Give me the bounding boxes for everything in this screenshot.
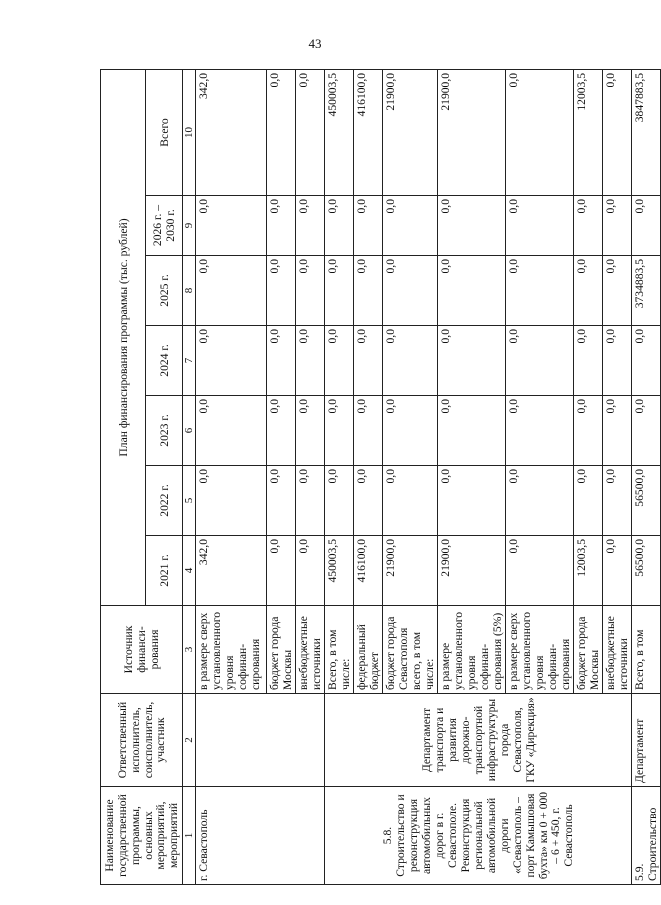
value-cell: 0,0 (438, 196, 506, 256)
value-cell: 3847883,5 (631, 69, 660, 195)
value-cell: 0,0 (506, 69, 574, 195)
value-cell: 416100,0 (354, 69, 383, 195)
value-cell: 21900,0 (438, 536, 506, 606)
col-number: 9 (183, 196, 196, 256)
value-cell: 416100,0 (354, 536, 383, 606)
value-cell: 0,0 (383, 466, 438, 536)
value-cell: 0,0 (267, 466, 296, 536)
value-cell: 0,0 (602, 396, 631, 466)
value-cell: 0,0 (267, 256, 296, 326)
value-cell: 0,0 (602, 466, 631, 536)
value-cell: 0,0 (325, 256, 354, 326)
source-cell: в размере сверх установленного уровня софинан-сирования (506, 606, 574, 694)
value-cell: 0,0 (296, 396, 325, 466)
source-cell: бюджет города Москвы (267, 606, 296, 694)
value-cell: 21900,0 (383, 536, 438, 606)
financing-table-rotated (100, 70, 659, 885)
value-cell: 0,0 (573, 196, 602, 256)
value-cell: 21900,0 (438, 69, 506, 195)
value-cell: 0,0 (631, 396, 660, 466)
source-cell: внебюджетные источники (602, 606, 631, 694)
value-cell: 0,0 (506, 326, 574, 396)
table-row (196, 69, 267, 884)
source-cell: внебюджетные источники (296, 606, 325, 694)
value-cell: 0,0 (631, 326, 660, 396)
year-2026-2030: 2026 г. – 2030 г. (146, 196, 183, 256)
col-number: 3 (183, 606, 196, 694)
value-cell: 0,0 (438, 396, 506, 466)
value-cell: 0,0 (267, 536, 296, 606)
value-cell: 0,0 (325, 196, 354, 256)
value-cell: 0,0 (506, 256, 574, 326)
program-name-cell: 5.8. Строительство и реконструкция автомобильных дорог в г. Севастополе. Реконструкция региональной автомобильной дороги «Севастополь – порт Камышовая бухта» км 0 + 000 – 6 + 450, г. Севастополь (325, 787, 632, 885)
value-cell: 12003,5 (573, 536, 602, 606)
value-cell: 0,0 (267, 196, 296, 256)
value-cell: 0,0 (506, 536, 574, 606)
header-row-1 (101, 69, 146, 884)
value-cell: 0,0 (325, 396, 354, 466)
table-row (631, 69, 660, 884)
year-2023: 2023 г. (146, 396, 183, 466)
source-cell: бюджет города Севастополя всего, в том числе: (383, 606, 438, 694)
value-cell: 0,0 (325, 326, 354, 396)
value-cell: 0,0 (196, 196, 267, 256)
year-total: Всего (146, 69, 183, 195)
header-col3: Источник финанси-рования (101, 606, 183, 694)
value-cell: 0,0 (196, 256, 267, 326)
value-cell: 3734883,5 (631, 256, 660, 326)
value-cell: 0,0 (573, 326, 602, 396)
col-number: 10 (183, 69, 196, 195)
value-cell: 0,0 (296, 536, 325, 606)
header-plan: План финансирования программы (тыс. рублей) (101, 69, 146, 605)
value-cell: 56500,0 (631, 466, 660, 536)
value-cell: 450003,5 (325, 536, 354, 606)
value-cell: 0,0 (267, 69, 296, 195)
value-cell: 0,0 (573, 396, 602, 466)
source-cell: федеральный бюджет (354, 606, 383, 694)
col-number: 8 (183, 256, 196, 326)
value-cell: 0,0 (602, 536, 631, 606)
value-cell: 0,0 (573, 256, 602, 326)
value-cell: 12003,5 (573, 69, 602, 195)
year-2022: 2022 г. (146, 466, 183, 536)
value-cell: 0,0 (354, 196, 383, 256)
program-name-cell: 5.9. Строительство (631, 787, 660, 885)
value-cell: 0,0 (267, 396, 296, 466)
value-cell: 56500,0 (631, 536, 660, 606)
value-cell: 0,0 (602, 196, 631, 256)
value-cell: 0,0 (196, 326, 267, 396)
executor-cell: Департамент (631, 694, 660, 787)
value-cell: 0,0 (296, 196, 325, 256)
value-cell: 0,0 (383, 196, 438, 256)
col-number: 1 (183, 787, 196, 885)
value-cell: 342,0 (196, 536, 267, 606)
executor-cell: Департамент транспорта и развития дорожно-транспортной инфраструктуры города Севастополя, ГКУ «Дирекция» (325, 694, 632, 787)
header-col2: Ответственный исполнитель, соисполнитель, участник (101, 694, 183, 787)
value-cell: 0,0 (602, 326, 631, 396)
value-cell: 0,0 (631, 196, 660, 256)
source-cell: Всего, в том (631, 606, 660, 694)
executor-cell (196, 694, 325, 787)
value-cell: 0,0 (602, 69, 631, 195)
value-cell: 0,0 (196, 396, 267, 466)
value-cell: 0,0 (506, 196, 574, 256)
source-cell: в размере установленного уровня софинан-сирования (5%) (438, 606, 506, 694)
value-cell: 0,0 (354, 466, 383, 536)
value-cell: 0,0 (354, 256, 383, 326)
value-cell: 450003,5 (325, 69, 354, 195)
header-col1: Наименование государственной программы, основных мероприятий, мероприятий (101, 787, 183, 885)
col-number: 6 (183, 396, 196, 466)
value-cell: 0,0 (354, 396, 383, 466)
col-number: 5 (183, 466, 196, 536)
value-cell: 0,0 (602, 256, 631, 326)
year-2025: 2025 г. (146, 256, 183, 326)
col-number: 2 (183, 694, 196, 787)
value-cell: 0,0 (573, 466, 602, 536)
value-cell: 0,0 (383, 396, 438, 466)
value-cell: 0,0 (296, 256, 325, 326)
year-2024: 2024 г. (146, 326, 183, 396)
value-cell: 0,0 (506, 396, 574, 466)
source-cell: Всего, в том числе: (325, 606, 354, 694)
value-cell: 0,0 (383, 256, 438, 326)
value-cell: 0,0 (438, 256, 506, 326)
year-2021: 2021 г. (146, 536, 183, 606)
value-cell: 0,0 (325, 466, 354, 536)
value-cell: 0,0 (506, 466, 574, 536)
value-cell: 0,0 (354, 326, 383, 396)
financing-table (100, 69, 661, 885)
value-cell: 0,0 (383, 326, 438, 396)
value-cell: 0,0 (196, 466, 267, 536)
source-cell: в размере сверх установленного уровня софинан-сирования (196, 606, 267, 694)
col-number: 4 (183, 536, 196, 606)
value-cell: 0,0 (296, 466, 325, 536)
page-number: 43 (308, 36, 322, 51)
col-number: 7 (183, 326, 196, 396)
value-cell: 0,0 (296, 326, 325, 396)
value-cell: 0,0 (296, 69, 325, 195)
value-cell: 21900,0 (383, 69, 438, 195)
value-cell: 0,0 (438, 466, 506, 536)
source-cell: бюджет города Москвы (573, 606, 602, 694)
value-cell: 0,0 (438, 326, 506, 396)
program-name-cell: г. Севастополь (196, 787, 325, 885)
table-row (325, 69, 354, 884)
column-numbers-row (183, 69, 196, 884)
value-cell: 0,0 (267, 326, 296, 396)
value-cell: 342,0 (196, 69, 267, 195)
